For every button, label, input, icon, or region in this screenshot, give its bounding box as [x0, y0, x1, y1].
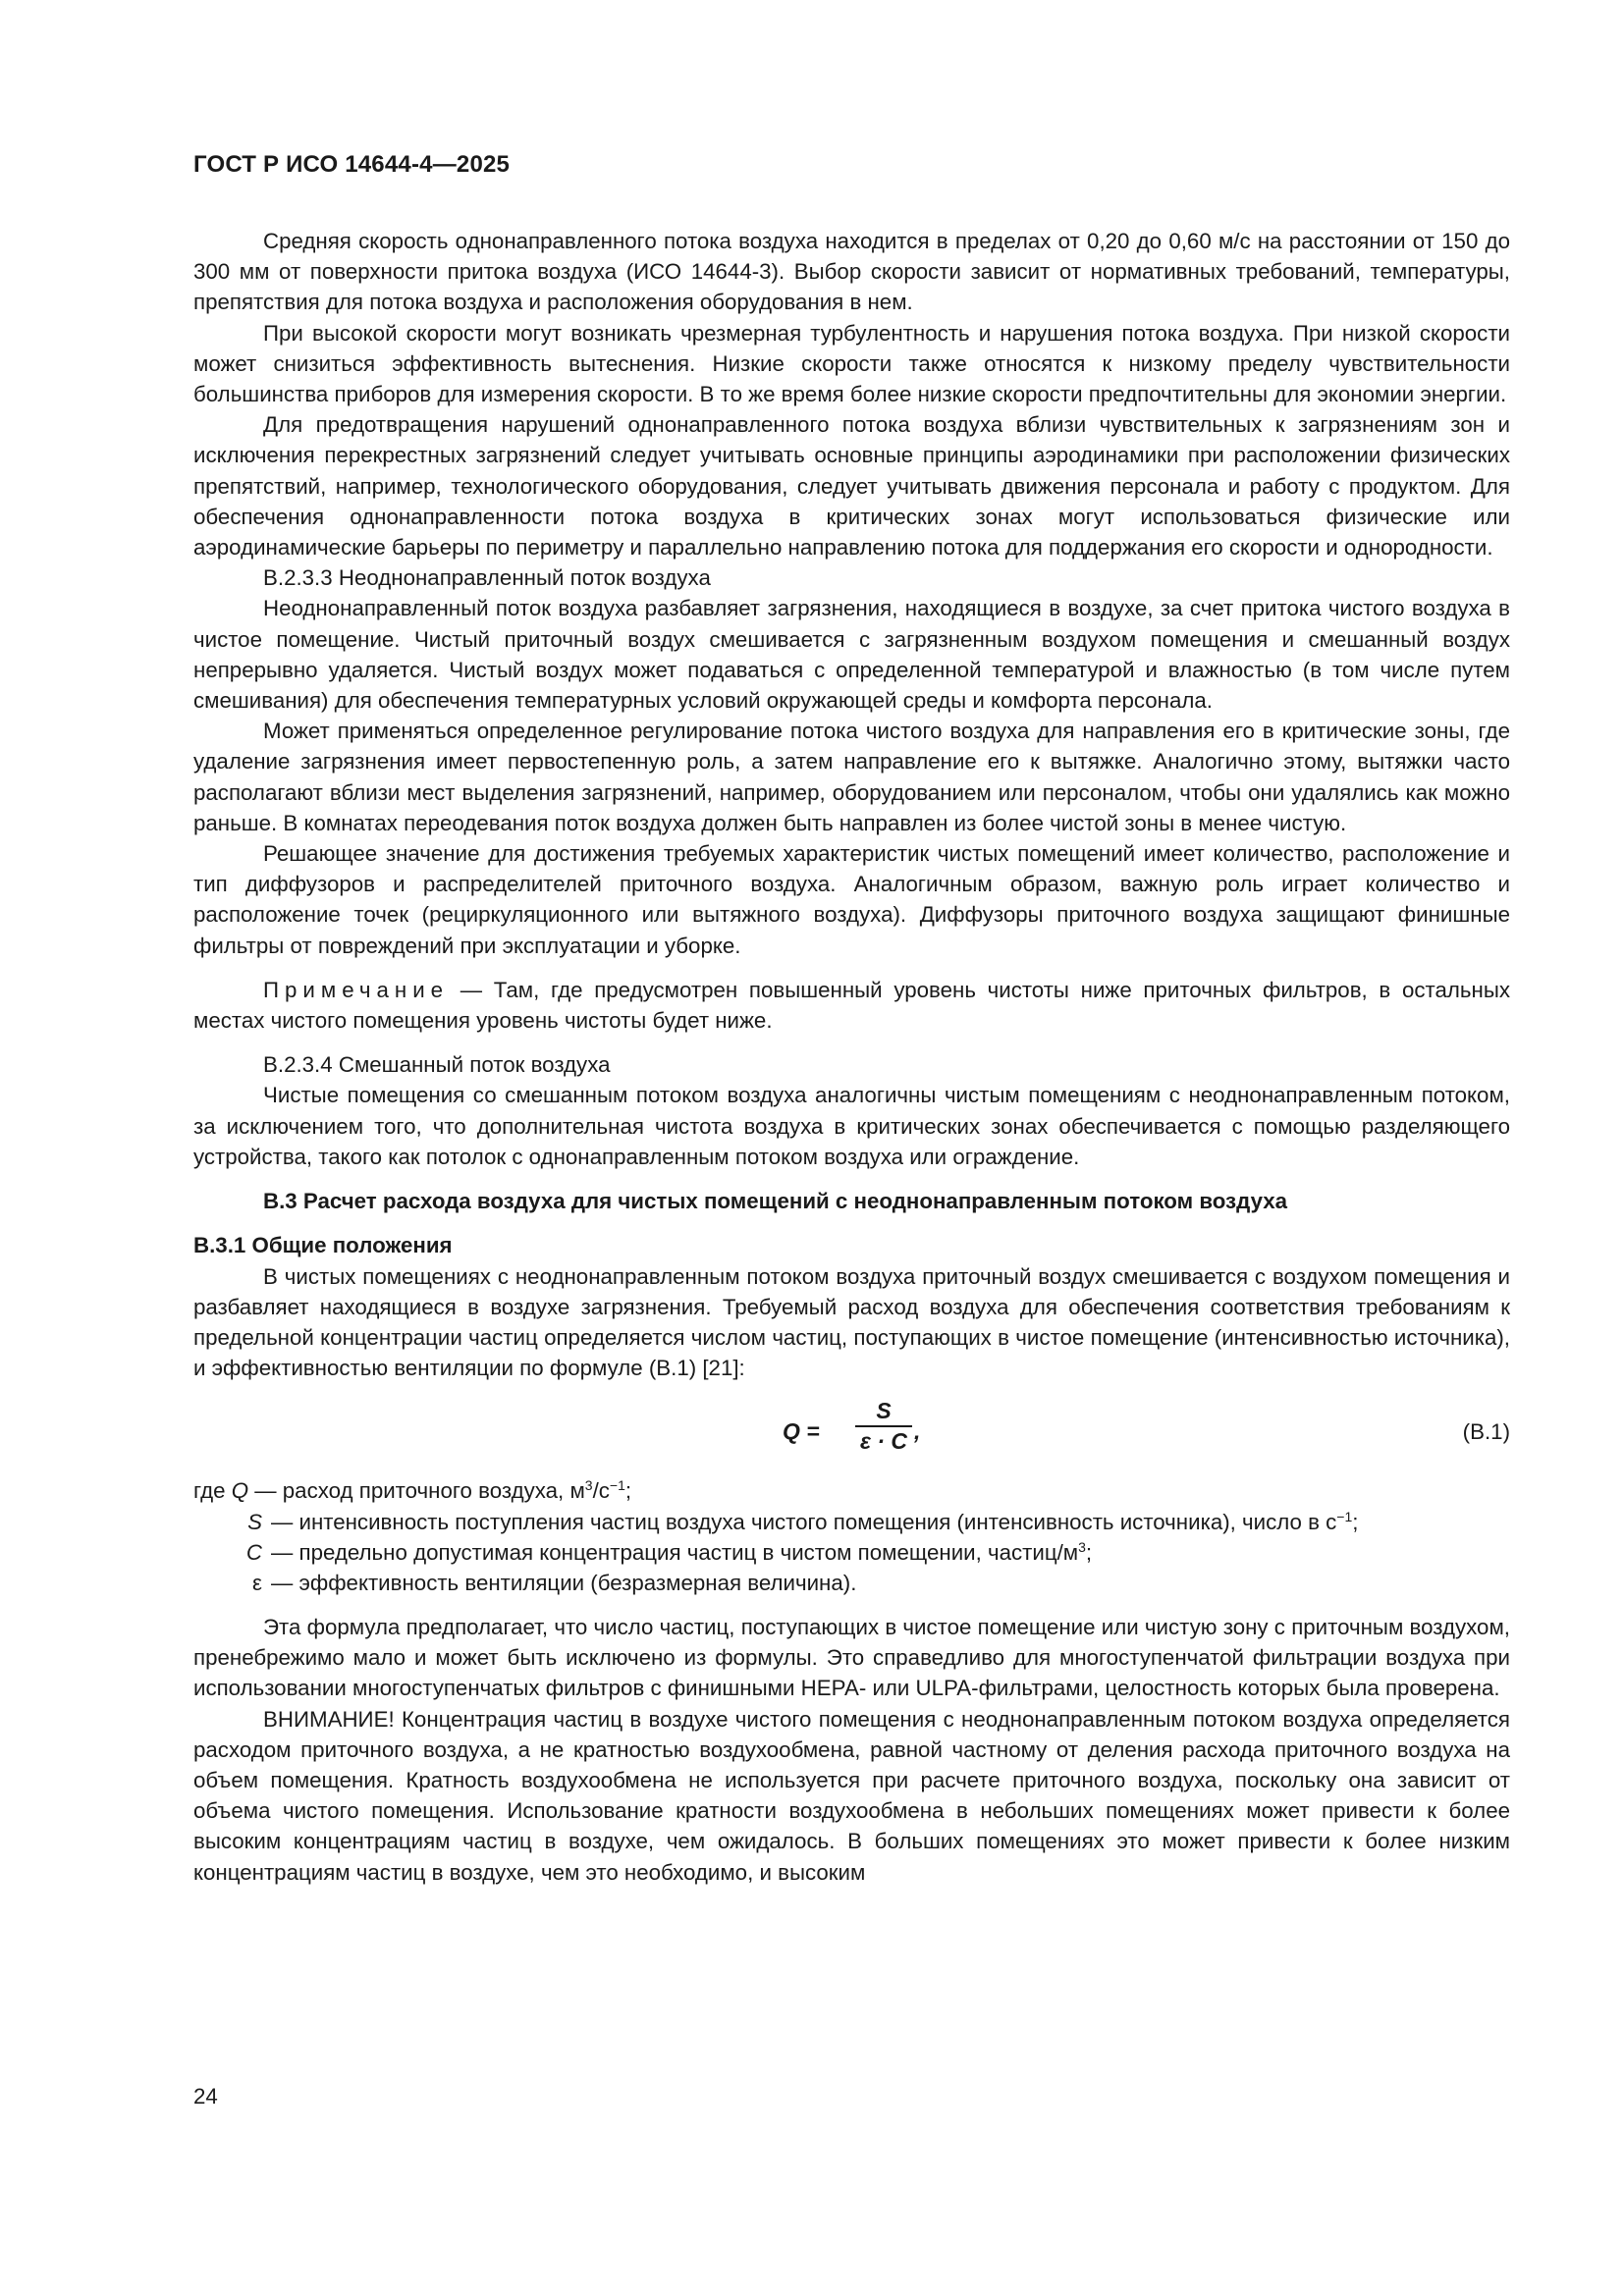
formula-number: (В.1): [1462, 1419, 1510, 1445]
legend-text-c: — предельно допустимая концентрация частиц в чистом помещении, частиц/м: [271, 1539, 1079, 1565]
paragraph: Средняя скорость однонаправленного потока воздуха находится в пределах от 0,20 до 0,60 м/с на расстоянии от 150 до 300 мм от поверхности притока воздуха (ИСО 14644-3). Выбор скорости зависит от нормативных требований, температуры, препятствия для потока воздуха и расположения оборудования в нем.: [193, 229, 1510, 315]
legend-where: где: [193, 1478, 226, 1504]
legend-symbol-epsilon: ε: [252, 1570, 262, 1595]
paragraph: Эта формула предполагает, что число частиц, поступающих в чистое помещение или чистую зону с приточным воздухом, пренебрежимо мало и может быть исключено из формулы. Это справедливо для многоступенчатой фильтрации воздуха при использовании многоступенчатых фильтров с финишными НЕРА- или ULPA-фильтрами, целостность которых была проверена.: [193, 1615, 1510, 1701]
note-label: Примечание: [263, 977, 450, 1002]
page-number: 24: [193, 2084, 218, 2109]
legend-row-q: где Q — расход приточного воздуха, $м^3/с^{-1}$;: [193, 1477, 632, 1504]
subsection-heading-b31: В.3.1 Общие положения: [193, 1233, 453, 1258]
paragraph: ВНИМАНИЕ! Концентрация частиц в воздухе чистого помещения с неоднонаправленным потоком воздуха определяется расходом приточного воздуха, а не кратностью воздухообмена, равной частному от деления расхода приточного воздуха на объем помещения. Кратность воздухообмена не используется при расчете приточного воздуха, поскольку она зависит от объема чистого помещения. Использование кратности воздухообмена в небольших помещениях может привести к более высоким концентрациям частиц в воздухе, чем ожидалось. В больших помещениях это может привести к более низким концентрациям частиц в воздухе, чем это необходимо, и высоким: [193, 1706, 1510, 1885]
note: [193, 975, 1510, 1036]
paragraph: Решающее значение для достижения требуемых характеристик чистых помещений имеет количество, расположение и тип диффузоров и распределителей приточного воздуха. Аналогичным образом, важную роль играет количество и расположение точек (рециркуляционного или вытяжного воздуха). Диффузоры приточного воздуха защищают финишные фильтры от повреждений при эксплуатации и уборке.: [193, 841, 1510, 958]
note-text: — Там, где предусмотрен повышенный уровень чистоты ниже приточных фильтров, в остальных местах чистого помещения уровень чистоты будет ниже.: [193, 977, 1510, 1034]
paragraph: Для предотвращения нарушений однонаправленного потока воздуха вблизи чувствительных к загрязнениям зон и исключения перекрестных загрязнений следует учитывать основные принципы аэродинамики при расположении физических препятствий, например, технологического оборудования, следует учитывать движения персонала и работу с продуктом. Для обеспечения однонаправленности потока воздуха в критических зонах могут использоваться физические или аэродинамические барьеры по периметру и параллельно направлению потока для поддержания его скорости и однородности.: [193, 412, 1510, 561]
subsection-heading-b234: В.2.3.4 Смешанный поток воздуха: [263, 1052, 611, 1078]
legend-row-c: C — предельно допустимая концентрация частиц в чистом помещении, частиц/$м^3$;: [193, 1537, 1510, 1568]
formula-legend: [193, 1475, 1510, 1598]
formula-lhs: Q =: [783, 1418, 820, 1445]
formula-numerator: S: [855, 1399, 912, 1427]
paragraph: Чистые помещения со смешанным потоком воздуха аналогичны чистым помещениям с неоднонаправленным потоком, за исключением того, что дополнительная чистота воздуха в критических зонах обеспечивается с помощью разделяющего устройства, такого как потолок с однонаправленным потоком воздуха или ограждение.: [193, 1083, 1510, 1169]
legend-text-s: — интенсивность поступления частиц воздуха чистого помещения (интенсивность источника), число в с: [271, 1509, 1337, 1534]
subsection-heading-b233: В.2.3.3 Неоднонаправленный поток воздуха: [263, 565, 711, 591]
formula-denominator: ε · C: [859, 1428, 908, 1455]
section-heading-b3: В.3 Расчет расхода воздуха для чистых помещений с неоднонаправленным потоком воздуха: [263, 1189, 1288, 1214]
paragraph: Может применяться определенное регулирование потока чистого воздуха для направления его в критические зоны, где удаление загрязнения имеет первостепенную роль, а затем направление его к вытяжке. Аналогично этому, вытяжки часто располагают вблизи мест выделения загрязнений, например, оборудованием или персоналом, чтобы они удалялись как можно раньше. В комнатах переодевания поток воздуха должен быть направлен из более чистой зоны в менее чистую.: [193, 719, 1510, 835]
formula-b1: [193, 1399, 1510, 1462]
legend-row-s: S — интенсивность поступления частиц воздуха чистого помещения (интенсивность источника), число в $с^{-1}$;: [193, 1507, 1510, 1537]
formula-comma: ,: [914, 1418, 921, 1445]
legend-text-e: — эффективность вентиляции (безразмерная величина).: [271, 1570, 857, 1595]
paragraph: Неоднонаправленный поток воздуха разбавляет загрязнения, находящиеся в воздухе, за счет притока чистого воздуха в чистое помещение. Чистый приточный воздух смешивается с загрязненным воздухом помещения и смешанный воздух непрерывно удаляется. Чистый воздух может подаваться с определенной температурой и влажностью (в том числе путем смешивания) для обеспечения температурных условий окружающей среды и комфорта персонала.: [193, 596, 1510, 714]
legend-symbol-c: C: [245, 1539, 262, 1565]
paragraph: При высокой скорости могут возникать чрезмерная турбулентность и нарушения потока воздуха. При низкой скорости может снизиться эффективность вытеснения. Низкие скорости также относятся к низкому пределу чувствительности большинства приборов для измерения скорости. В то же время более низкие скорости предпочтительны для экономии энергии.: [193, 320, 1510, 407]
paragraph: В чистых помещениях с неоднонаправленным потоком воздуха приточный воздух смешивается с воздухом помещения и разбавляет находящиеся в воздухе загрязнения. Требуемый расход воздуха для обеспечения соответствия требованиям к предельной концентрации частиц определяется числом частиц, поступающих в чистое помещение (интенсивностью источника), и эффективностью вентиляции по формуле (В.1) [21]:: [193, 1263, 1510, 1381]
document-header: ГОСТ Р ИСО 14644-4—2025: [193, 151, 511, 178]
legend-symbol-q: Q: [231, 1478, 249, 1504]
legend-text-q: расход приточного воздуха, м: [282, 1478, 585, 1504]
document-body: [193, 226, 1510, 1888]
legend-row-e: [193, 1568, 1510, 1598]
legend-symbol-s: S: [247, 1509, 262, 1534]
